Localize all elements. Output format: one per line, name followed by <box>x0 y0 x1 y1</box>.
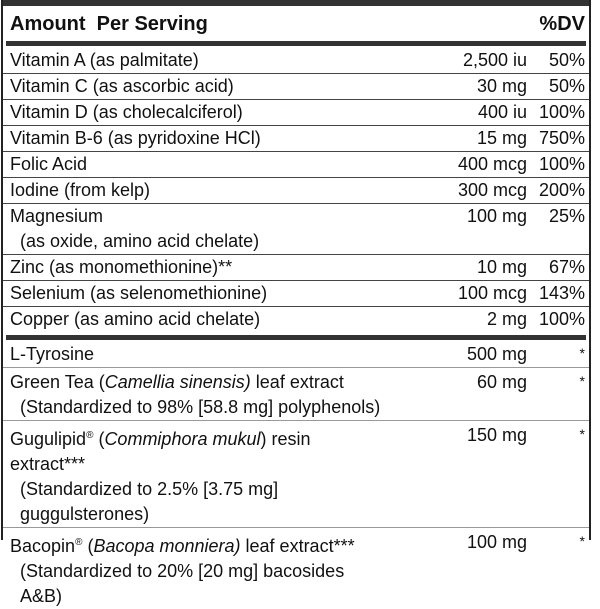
standardization-note: (Standardized to 20% [20 mg] bacosides A&B) <box>20 561 345 606</box>
table-row <box>3 342 589 368</box>
table-row <box>3 48 589 74</box>
ingredient-name: Bacopin <box>10 536 76 556</box>
standardization-note: (Standardized to 2.5% [3.75 mg] guggulsterones) <box>20 479 279 524</box>
nutrient-name: Vitamin A (as palmitate) <box>10 50 199 70</box>
section-rule <box>6 335 586 340</box>
daily-value: 50% <box>548 76 585 96</box>
paren: ( <box>82 536 94 556</box>
daily-value: * <box>579 426 585 442</box>
nutrient-name-cell <box>10 126 387 151</box>
botanical-name: Camellia sinensis) <box>104 372 251 392</box>
daily-value: 25% <box>548 206 585 226</box>
nutrient-name: Folic Acid <box>10 154 88 174</box>
table-row <box>3 178 589 204</box>
amount: 500 mg <box>466 344 527 364</box>
daily-value: 100% <box>538 154 585 174</box>
daily-value: 750% <box>538 128 585 148</box>
table-row <box>3 74 589 100</box>
nutrient-name-cell <box>10 48 387 73</box>
table-header <box>3 6 589 36</box>
table-row <box>3 255 589 281</box>
table-row <box>3 528 589 609</box>
nutrient-name-cell <box>10 204 387 254</box>
amount: 15 mg <box>476 128 527 148</box>
nutrient-name-cell <box>10 178 387 203</box>
amount: 100 mg <box>466 206 527 226</box>
daily-value: 100% <box>538 309 585 329</box>
amount: 30 mg <box>476 76 527 96</box>
ingredient-name: Gugulipid <box>10 429 87 449</box>
daily-value: * <box>579 373 585 389</box>
amount: 100 mcg <box>457 283 527 303</box>
ingredient-part: leaf extract*** <box>240 536 355 556</box>
supplement-facts-panel <box>1 0 591 606</box>
nutrient-name-cell <box>10 152 387 177</box>
nutrient-name: Vitamin C (as ascorbic acid) <box>10 76 234 96</box>
nutrient-name: Selenium (as selenomethionine) <box>10 283 268 303</box>
ingredient-part: leaf extract <box>250 372 344 392</box>
nutrient-name-cell <box>10 307 387 332</box>
nutrient-name-cell <box>10 255 387 280</box>
other-ingredients-list <box>3 342 589 609</box>
botanical-name: Commiphora mukul <box>104 429 261 449</box>
table-row <box>3 307 589 332</box>
ingredient-name: L-Tyrosine <box>10 344 95 364</box>
table-row <box>3 152 589 178</box>
nutrient-name: Copper (as amino acid chelate) <box>10 309 261 329</box>
amount: 400 iu <box>477 102 527 122</box>
amount: 2 mg <box>486 309 527 329</box>
table-row <box>3 204 589 255</box>
paren: ( <box>93 429 105 449</box>
header-rule <box>6 41 586 46</box>
ingredient-name-cell <box>10 370 387 420</box>
registered-mark: ® <box>75 537 83 548</box>
nutrient-name: Zinc (as monomethionine)** <box>10 257 233 277</box>
daily-value: * <box>579 345 585 361</box>
daily-value: * <box>579 533 585 549</box>
daily-value: 100% <box>538 102 585 122</box>
table-row <box>3 100 589 126</box>
daily-value: 143% <box>538 283 585 303</box>
amount: 10 mg <box>476 257 527 277</box>
nutrient-name-cell <box>10 74 387 99</box>
registered-mark: ® <box>86 430 94 441</box>
amount: 100 mg <box>466 532 527 552</box>
amount: 400 mcg <box>457 154 527 174</box>
nutrient-list <box>3 48 589 332</box>
amount: 150 mg <box>466 425 527 445</box>
dv-header: %DV <box>539 13 585 35</box>
table-row <box>3 421 589 528</box>
ingredient-name: Green Tea ( <box>10 372 105 392</box>
nutrient-name: Magnesium <box>10 206 104 226</box>
daily-value: 50% <box>548 50 585 70</box>
nutrient-name: Vitamin D (as cholecalciferol) <box>10 102 243 122</box>
nutrient-source: (as oxide, amino acid chelate) <box>20 231 260 251</box>
nutrient-name: Vitamin B-6 (as pyridoxine HCl) <box>10 128 261 148</box>
ingredient-part: ) resin extract*** <box>10 429 311 474</box>
standardization-note: (Standardized to 98% [58.8 mg] polyphenols) <box>20 397 381 417</box>
nutrient-name-cell <box>10 100 387 125</box>
ingredient-name-cell <box>10 423 387 527</box>
nutrient-name-cell <box>10 281 387 306</box>
amount: 60 mg <box>476 372 527 392</box>
table-row <box>3 281 589 307</box>
daily-value: 67% <box>548 257 585 277</box>
table-row <box>3 126 589 152</box>
amount: 2,500 iu <box>462 50 527 70</box>
ingredient-name-cell <box>10 530 387 609</box>
table-row <box>3 368 589 421</box>
amount: 300 mcg <box>457 180 527 200</box>
ingredient-name-cell <box>10 342 387 367</box>
botanical-name: Bacopa monniera) <box>93 536 241 556</box>
amount-header: Amount Per Serving <box>10 13 208 35</box>
daily-value: 200% <box>538 180 585 200</box>
nutrient-name: Iodine (from kelp) <box>10 180 151 200</box>
